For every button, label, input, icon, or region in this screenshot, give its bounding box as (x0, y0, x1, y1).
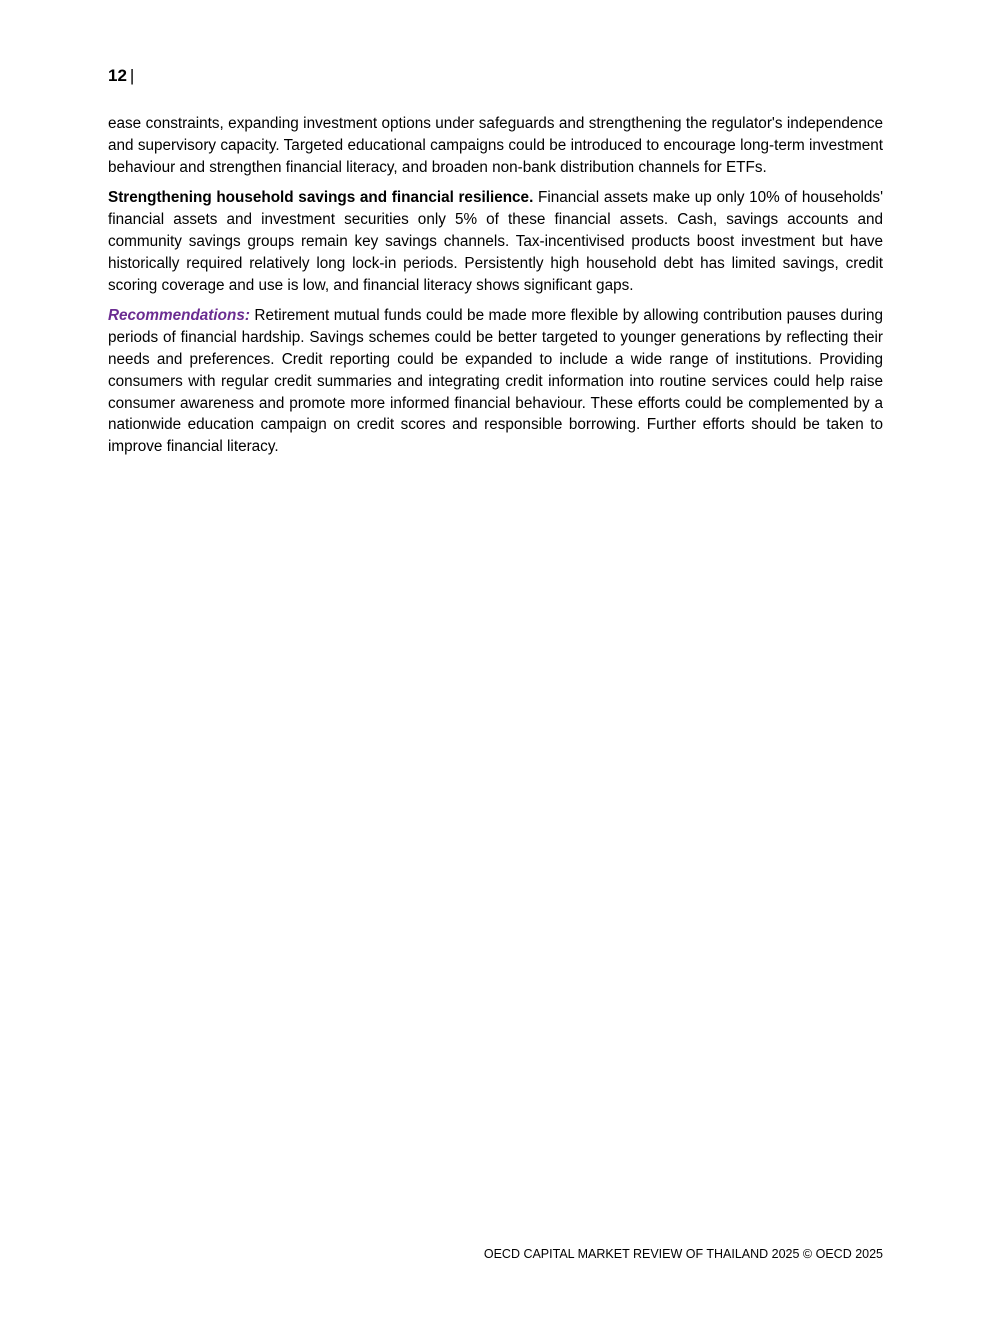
paragraph-household-savings (108, 187, 883, 296)
paragraph-body-text: Retirement mutual funds could be made more flexible by allowing contribution pauses during periods of financial hardship. Savings schemes could be better targeted to younger generations by reflecting their needs and preferences. Credit reporting could be expanded to include a wide range of institutions. Providing consumers with regular credit summaries and integrating credit information into routine services could help raise consumer awareness and promote more informed financial behaviour. These efforts could be complemented by a nationwide education campaign on credit scores and responsible borrowing. Further efforts should be taken to improve financial literacy. (108, 307, 883, 456)
page-footer: OECD CAPITAL MARKET REVIEW OF THAILAND 2025 © OECD 2025 (483, 1247, 883, 1261)
main-content (108, 113, 883, 467)
header-separator: | (129, 66, 135, 85)
paragraph-body-text: Financial assets make up only 10% of households' financial assets and investment securities only 5% of these financial assets. Cash, savings accounts and community savings groups remain key savings channels. Tax-incentivised products boost investment but have historically required relatively long lock-in periods. Persistently high household debt has limited savings, credit scoring coverage and use is low, and financial literacy shows significant gaps. (108, 189, 883, 294)
recommendations-label: Recommendations: (108, 307, 250, 325)
paragraph-continuation: ease constraints, expanding investment options under safeguards and strengthening the regulator's independence and supervisory capacity. Targeted educational campaigns could be introduced to encourage long-term investment behaviour and strengthen financial literacy, and broaden non-bank distribution channels for ETFs. (108, 115, 883, 176)
paragraph-recommendations (108, 305, 883, 458)
page-number: 12 (108, 66, 127, 85)
paragraph-lead-heading: Strengthening household savings and financial resilience. (108, 189, 534, 207)
page-header (108, 66, 134, 86)
